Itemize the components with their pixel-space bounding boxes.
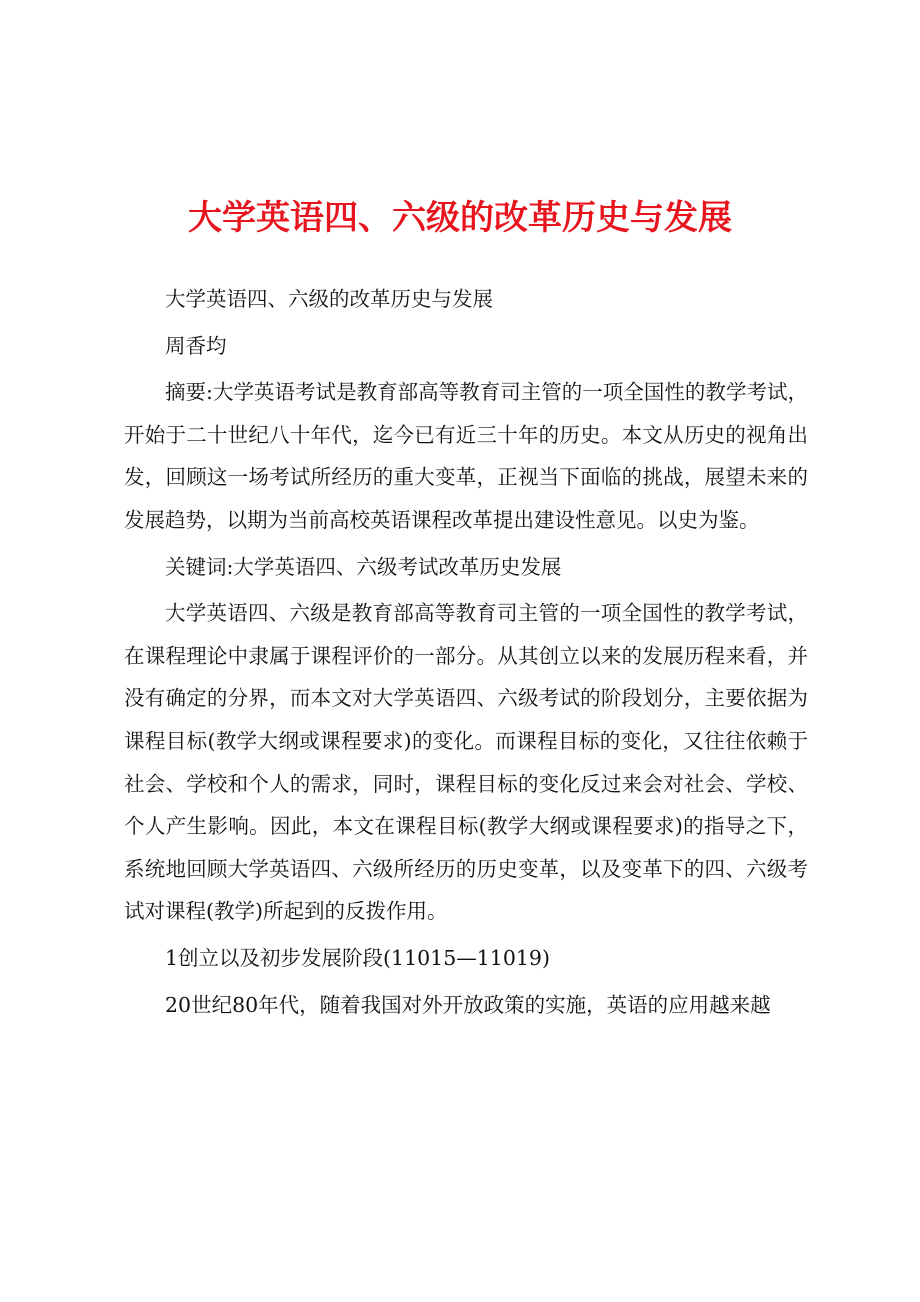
intro-paragraph: 大学英语四、六级是教育部高等教育司主管的一项全国性的教学考试，在课程理论中隶属于课程评价的一部分。从其创立以来的发展历程来看，并没有确定的分界，而本文对大学英语四、六级考试的阶段划分，主要依据为课程目标(教学大纲或课程要求)的变化。而课程目标的变化，又往往依赖于社会、学校和个人的需求，同时，课程目标的变化反过来会对社会、学校、个人产生影响。因此，本文在课程目标(教学大纲或课程要求)的指导之下，系统地回顾大学英语四、六级所经历的历史变革，以及变革下的四、六级考试对课程(教学)所起到的反拨作用。: [124, 601, 808, 924]
keywords-paragraph: 关键词:大学英语四、六级考试改革历史发展: [165, 554, 562, 579]
document-body: [124, 278, 808, 1030]
section-heading: 1创立以及初步发展阶段(11015—11019): [165, 945, 550, 970]
document-title: 大学英语四、六级的改革历史与发展: [188, 198, 732, 238]
section-paragraph: 20世纪80年代，随着我国对外开放政策的实施，英语的应用越来越: [165, 992, 771, 1017]
abstract-paragraph: 摘要:大学英语考试是教育部高等教育司主管的一项全国性的教学考试，开始于二十世纪八十年代，迄今已有近三十年的历史。本文从历史的视角出发，回顾这一场考试所经历的重大变革，正视当下面临的挑战，展望未来的发展趋势，以期为当前高校英语课程改革提出建设性意见。以史为鉴。: [124, 380, 808, 532]
author-paragraph: 周香均: [165, 333, 227, 358]
subtitle-paragraph: 大学英语四、六级的改革历史与发展: [165, 287, 493, 311]
